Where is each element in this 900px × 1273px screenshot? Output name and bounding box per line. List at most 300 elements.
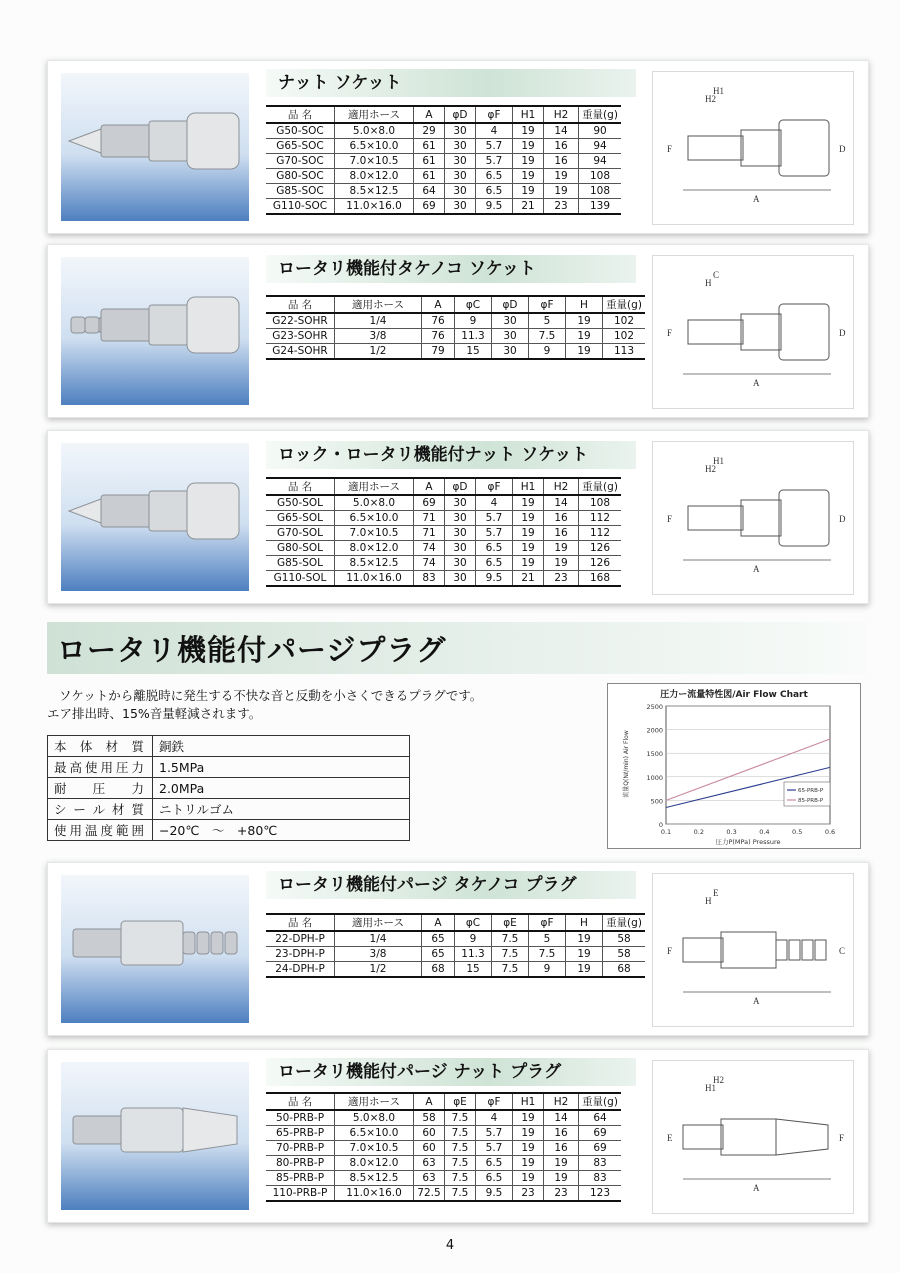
table-cell: 4 bbox=[476, 123, 513, 139]
dimension-label: A bbox=[753, 194, 760, 204]
legend-label: 65-PRB-P bbox=[798, 788, 824, 794]
table-cell: G22-SOHR bbox=[266, 313, 335, 329]
table-cell: 71 bbox=[414, 526, 445, 541]
table-cell: 21 bbox=[513, 199, 544, 215]
table-row bbox=[266, 139, 621, 154]
table-cell: G70-SOC bbox=[266, 154, 335, 169]
table-cell: 9.5 bbox=[476, 1186, 513, 1202]
dimension-label: E bbox=[667, 1133, 673, 1143]
material-key: シール材質 bbox=[48, 799, 153, 820]
description-line-1: ソケットから離脱時に発生する不快な音と反動を小さくできるプラグです。 bbox=[59, 688, 483, 703]
table-cell: 139 bbox=[579, 199, 622, 215]
table-row bbox=[266, 931, 645, 947]
table-row bbox=[266, 184, 621, 199]
table-cell: 65 bbox=[422, 947, 455, 962]
table-row bbox=[266, 1156, 621, 1171]
table-cell: 8.0×12.0 bbox=[335, 541, 414, 556]
table-cell: 30 bbox=[445, 541, 476, 556]
fitting-image bbox=[61, 73, 249, 221]
column-header: H1 bbox=[513, 1093, 544, 1110]
table-cell: 5 bbox=[529, 313, 566, 329]
table-cell: 7.5 bbox=[445, 1126, 476, 1141]
table-cell: 74 bbox=[414, 541, 445, 556]
fitting-image bbox=[61, 443, 249, 591]
table-cell: 5.0×8.0 bbox=[335, 123, 414, 139]
dimension-label: C bbox=[839, 946, 846, 956]
table-cell: G24-SOHR bbox=[266, 344, 335, 360]
dimension-label: H bbox=[705, 278, 712, 288]
table-row bbox=[266, 571, 621, 587]
table-cell: 19 bbox=[566, 344, 603, 360]
material-value: −20℃ ～ +80℃ bbox=[153, 820, 410, 841]
column-header: H2 bbox=[544, 106, 579, 123]
spec-table bbox=[266, 913, 645, 978]
table-row bbox=[266, 1110, 621, 1126]
column-header: 品 名 bbox=[266, 914, 335, 931]
column-header: H1 bbox=[513, 106, 544, 123]
table-cell: 19 bbox=[513, 495, 544, 511]
y-tick-label: 2500 bbox=[646, 703, 663, 711]
table-cell: 108 bbox=[579, 184, 622, 199]
table-cell: 8.5×12.5 bbox=[335, 1171, 414, 1186]
product-photo bbox=[61, 1062, 249, 1210]
dimension-label: A bbox=[753, 378, 760, 388]
table-cell: 168 bbox=[579, 571, 622, 587]
table-cell: 30 bbox=[445, 526, 476, 541]
column-header: 品 名 bbox=[266, 1093, 335, 1110]
table-cell: 60 bbox=[414, 1141, 445, 1156]
dimension-label: H1 bbox=[713, 86, 724, 96]
table-cell: 30 bbox=[445, 123, 476, 139]
table-cell: 19 bbox=[513, 154, 544, 169]
fitting-image bbox=[61, 257, 249, 405]
table-cell: 6.5 bbox=[476, 541, 513, 556]
table-row bbox=[266, 947, 645, 962]
table-cell: G85-SOC bbox=[266, 184, 335, 199]
column-header: φC bbox=[455, 914, 492, 931]
column-header: φF bbox=[529, 914, 566, 931]
table-cell: 30 bbox=[492, 313, 529, 329]
table-cell: 5.7 bbox=[476, 526, 513, 541]
column-header: H1 bbox=[513, 478, 544, 495]
dimension-label: F bbox=[667, 946, 673, 956]
table-cell: 6.5 bbox=[476, 184, 513, 199]
dimension-label: D bbox=[839, 328, 846, 338]
product-title: ロータリ機能付パージ タケノコ プラグ bbox=[266, 871, 636, 899]
table-cell: 30 bbox=[445, 169, 476, 184]
table-cell: G110-SOC bbox=[266, 199, 335, 215]
material-row bbox=[48, 778, 410, 799]
table-row bbox=[266, 1171, 621, 1186]
table-cell: 7.5 bbox=[492, 962, 529, 978]
table-cell: 21 bbox=[513, 571, 544, 587]
table-cell: 9.5 bbox=[476, 571, 513, 587]
table-cell: G65-SOL bbox=[266, 511, 335, 526]
x-tick-label: 0.5 bbox=[792, 828, 803, 836]
table-cell: 30 bbox=[445, 184, 476, 199]
dimension-label: F bbox=[667, 144, 673, 154]
table-cell: 19 bbox=[513, 139, 544, 154]
table-cell: 7.5 bbox=[492, 931, 529, 947]
dimension-drawing bbox=[653, 442, 853, 594]
table-cell: 5.7 bbox=[476, 1141, 513, 1156]
column-header: 重量(g) bbox=[579, 478, 622, 495]
x-tick-label: 0.2 bbox=[693, 828, 704, 836]
table-cell: 30 bbox=[445, 571, 476, 587]
table-cell: 11.0×16.0 bbox=[335, 571, 414, 587]
section-banner bbox=[47, 622, 867, 674]
dimension-label: H bbox=[705, 896, 712, 906]
legend-label: 85-PRB-P bbox=[798, 798, 824, 804]
table-cell: 108 bbox=[579, 495, 622, 511]
table-cell: 16 bbox=[544, 1141, 579, 1156]
dimension-diagram bbox=[652, 441, 854, 595]
table-cell: 64 bbox=[414, 184, 445, 199]
table-cell: 7.0×10.5 bbox=[335, 1141, 414, 1156]
product-card bbox=[47, 1049, 869, 1223]
product-title: ロータリ機能付パージ ナット プラグ bbox=[266, 1058, 636, 1086]
chart-title: 圧力ー流量特性図/Air Flow Chart bbox=[660, 690, 808, 700]
table-cell: G50-SOL bbox=[266, 495, 335, 511]
column-header: φF bbox=[529, 296, 566, 313]
table-cell: 69 bbox=[414, 199, 445, 215]
table-cell: 6.5 bbox=[476, 1171, 513, 1186]
table-cell: 61 bbox=[414, 169, 445, 184]
dimension-label: H2 bbox=[705, 464, 716, 474]
table-row bbox=[266, 511, 621, 526]
table-cell: 61 bbox=[414, 154, 445, 169]
dimension-diagram bbox=[652, 873, 854, 1027]
table-row bbox=[266, 313, 645, 329]
table-cell: 68 bbox=[603, 962, 646, 978]
table-cell: 6.5 bbox=[476, 556, 513, 571]
dimension-label: D bbox=[839, 144, 846, 154]
table-cell: 83 bbox=[414, 571, 445, 587]
table-cell: 7.5 bbox=[445, 1141, 476, 1156]
table-cell: 83 bbox=[579, 1156, 622, 1171]
table-cell: 7.5 bbox=[445, 1171, 476, 1186]
table-cell: 23 bbox=[513, 1186, 544, 1202]
table-cell: 83 bbox=[579, 1171, 622, 1186]
table-cell: 19 bbox=[513, 1141, 544, 1156]
table-cell: 5.0×8.0 bbox=[335, 495, 414, 511]
dimension-label: E bbox=[713, 888, 719, 898]
material-value: ニトリルゴム bbox=[153, 799, 410, 820]
table-cell: 30 bbox=[445, 495, 476, 511]
page-number: 4 bbox=[445, 1238, 455, 1253]
column-header: 適用ホース bbox=[335, 478, 414, 495]
section-heading: ロータリ機能付パージプラグ bbox=[57, 633, 447, 667]
table-cell: 30 bbox=[445, 556, 476, 571]
table-cell: 23 bbox=[544, 199, 579, 215]
table-cell: 8.5×12.5 bbox=[335, 556, 414, 571]
table-cell: 19 bbox=[513, 1156, 544, 1171]
description bbox=[47, 687, 482, 723]
table-cell: 19 bbox=[513, 541, 544, 556]
table-cell: 8.0×12.0 bbox=[335, 169, 414, 184]
table-row bbox=[266, 556, 621, 571]
table-cell: 72.5 bbox=[414, 1186, 445, 1202]
dimension-drawing bbox=[653, 874, 853, 1026]
table-cell: 23 bbox=[544, 571, 579, 587]
table-cell: 7.5 bbox=[445, 1110, 476, 1126]
table-cell: 65-PRB-P bbox=[266, 1126, 335, 1141]
column-header: 重量(g) bbox=[603, 914, 646, 931]
table-cell: 63 bbox=[414, 1156, 445, 1171]
column-header: A bbox=[422, 914, 455, 931]
table-cell: 5.7 bbox=[476, 154, 513, 169]
column-header: φD bbox=[445, 106, 476, 123]
column-header: φF bbox=[476, 106, 513, 123]
table-cell: 71 bbox=[414, 511, 445, 526]
table-cell: G110-SOL bbox=[266, 571, 335, 587]
table-cell: 5 bbox=[529, 931, 566, 947]
table-cell: 63 bbox=[414, 1171, 445, 1186]
column-header: H2 bbox=[544, 478, 579, 495]
y-tick-label: 1000 bbox=[646, 773, 663, 782]
table-cell: 11.0×16.0 bbox=[335, 199, 414, 215]
table-cell: 68 bbox=[422, 962, 455, 978]
table-cell: 30 bbox=[445, 199, 476, 215]
column-header: 品 名 bbox=[266, 106, 335, 123]
spec-table bbox=[266, 295, 645, 360]
table-cell: 19 bbox=[513, 526, 544, 541]
table-cell: 19 bbox=[513, 556, 544, 571]
table-cell: 102 bbox=[603, 313, 646, 329]
table-cell: 65 bbox=[422, 931, 455, 947]
table-cell: 19 bbox=[513, 1110, 544, 1126]
table-cell: 7.0×10.5 bbox=[335, 154, 414, 169]
dimension-label: H1 bbox=[705, 1083, 716, 1093]
table-cell: 4 bbox=[476, 1110, 513, 1126]
dimension-label: A bbox=[753, 1183, 760, 1193]
product-card bbox=[47, 430, 869, 604]
table-cell: 22-DPH-P bbox=[266, 931, 335, 947]
y-tick-label: 500 bbox=[650, 797, 663, 806]
dimension-drawing bbox=[653, 1061, 853, 1213]
table-cell: 7.0×10.5 bbox=[335, 526, 414, 541]
table-cell: G65-SOC bbox=[266, 139, 335, 154]
table-cell: 23 bbox=[544, 1186, 579, 1202]
air-flow-chart-svg bbox=[608, 684, 860, 848]
table-cell: 123 bbox=[579, 1186, 622, 1202]
table-cell: 30 bbox=[492, 344, 529, 360]
column-header: 適用ホース bbox=[335, 1093, 414, 1110]
table-cell: 19 bbox=[544, 556, 579, 571]
table-cell: 19 bbox=[513, 1171, 544, 1186]
product-card bbox=[47, 862, 869, 1036]
table-cell: 74 bbox=[414, 556, 445, 571]
fitting-image bbox=[61, 875, 249, 1023]
column-header: A bbox=[422, 296, 455, 313]
table-cell: 7.5 bbox=[445, 1186, 476, 1202]
column-header: 重量(g) bbox=[579, 106, 622, 123]
table-cell: 24-DPH-P bbox=[266, 962, 335, 978]
x-axis-label: 圧力P(MPa) Pressure bbox=[715, 838, 781, 846]
table-cell: 112 bbox=[579, 511, 622, 526]
dimension-label: F bbox=[667, 328, 673, 338]
dimension-diagram bbox=[652, 71, 854, 225]
column-header: 品 名 bbox=[266, 296, 335, 313]
table-cell: 70-PRB-P bbox=[266, 1141, 335, 1156]
dimension-drawing bbox=[653, 72, 853, 224]
material-key: 最高使用圧力 bbox=[48, 757, 153, 778]
dimension-label: H2 bbox=[705, 94, 716, 104]
product-title: ナット ソケット bbox=[266, 69, 636, 97]
dimension-label: H2 bbox=[713, 1075, 724, 1085]
table-cell: 29 bbox=[414, 123, 445, 139]
material-value: 銅鉄 bbox=[153, 736, 410, 757]
table-cell: 30 bbox=[445, 139, 476, 154]
table-cell: 1/4 bbox=[335, 313, 422, 329]
dimension-diagram bbox=[652, 1060, 854, 1214]
table-cell: 6.5×10.0 bbox=[335, 139, 414, 154]
table-cell: 7.5 bbox=[445, 1156, 476, 1171]
table-cell: 90 bbox=[579, 123, 622, 139]
column-header: H bbox=[566, 296, 603, 313]
table-cell: 94 bbox=[579, 154, 622, 169]
table-cell: 7.5 bbox=[492, 947, 529, 962]
x-tick-label: 0.1 bbox=[660, 828, 672, 836]
table-cell: 113 bbox=[603, 344, 646, 360]
column-header: φC bbox=[455, 296, 492, 313]
dimension-drawing bbox=[653, 256, 853, 408]
column-header: φD bbox=[445, 478, 476, 495]
table-row bbox=[266, 1141, 621, 1156]
spec-table bbox=[266, 477, 621, 587]
material-value: 1.5MPa bbox=[153, 757, 410, 778]
table-cell: 11.3 bbox=[455, 947, 492, 962]
dimension-label: D bbox=[839, 514, 846, 524]
table-cell: 9 bbox=[455, 313, 492, 329]
table-cell: 4 bbox=[476, 495, 513, 511]
table-row bbox=[266, 154, 621, 169]
table-row bbox=[266, 526, 621, 541]
column-header: 重量(g) bbox=[603, 296, 646, 313]
table-header-row bbox=[266, 914, 645, 931]
table-cell: 69 bbox=[579, 1126, 622, 1141]
table-cell: 9 bbox=[529, 962, 566, 978]
table-cell: 102 bbox=[603, 329, 646, 344]
air-flow-chart bbox=[607, 683, 861, 849]
table-cell: 14 bbox=[544, 1110, 579, 1126]
column-header: A bbox=[414, 106, 445, 123]
table-cell: 5.7 bbox=[476, 139, 513, 154]
spec-table bbox=[266, 1092, 621, 1202]
table-cell: 16 bbox=[544, 526, 579, 541]
column-header: 適用ホース bbox=[335, 106, 414, 123]
table-header-row bbox=[266, 106, 621, 123]
column-header: φE bbox=[492, 914, 529, 931]
column-header: 適用ホース bbox=[335, 914, 422, 931]
table-cell: 19 bbox=[544, 169, 579, 184]
table-cell: 30 bbox=[492, 329, 529, 344]
column-header: H bbox=[566, 914, 603, 931]
table-cell: 19 bbox=[513, 184, 544, 199]
table-cell: 126 bbox=[579, 541, 622, 556]
table-row bbox=[266, 1186, 621, 1202]
column-header: φF bbox=[476, 1093, 513, 1110]
table-cell: 6.5 bbox=[476, 1156, 513, 1171]
table-cell: 58 bbox=[603, 931, 646, 947]
table-cell: 19 bbox=[544, 1171, 579, 1186]
table-cell: 19 bbox=[566, 329, 603, 344]
table-cell: 19 bbox=[513, 511, 544, 526]
table-cell: G50-SOC bbox=[266, 123, 335, 139]
dimension-label: C bbox=[713, 270, 720, 280]
table-cell: 16 bbox=[544, 154, 579, 169]
table-cell: 8.0×12.0 bbox=[335, 1156, 414, 1171]
table-row bbox=[266, 329, 645, 344]
product-card bbox=[47, 244, 869, 418]
table-cell: 6.5×10.0 bbox=[335, 1126, 414, 1141]
table-cell: 85-PRB-P bbox=[266, 1171, 335, 1186]
material-row bbox=[48, 799, 410, 820]
table-cell: 110-PRB-P bbox=[266, 1186, 335, 1202]
material-spec-table bbox=[47, 735, 410, 841]
table-cell: 5.0×8.0 bbox=[335, 1110, 414, 1126]
table-cell: 19 bbox=[566, 962, 603, 978]
table-row bbox=[266, 123, 621, 139]
table-cell: 15 bbox=[455, 344, 492, 360]
table-cell: 19 bbox=[544, 541, 579, 556]
table-cell: 3/8 bbox=[335, 329, 422, 344]
table-header-row bbox=[266, 478, 621, 495]
y-tick-label: 0 bbox=[658, 821, 663, 829]
table-cell: 19 bbox=[513, 1126, 544, 1141]
table-row bbox=[266, 962, 645, 978]
table-row bbox=[266, 541, 621, 556]
description-line-2: エア排出時、15%音量軽減されます。 bbox=[47, 706, 262, 721]
table-cell: 16 bbox=[544, 139, 579, 154]
table-cell: 3/8 bbox=[335, 947, 422, 962]
product-card bbox=[47, 60, 869, 234]
table-cell: 7.5 bbox=[529, 947, 566, 962]
y-tick-label: 1500 bbox=[646, 750, 663, 759]
table-cell: 19 bbox=[566, 947, 603, 962]
table-cell: 30 bbox=[445, 511, 476, 526]
dimension-label: H1 bbox=[713, 456, 724, 466]
table-cell: 11.0×16.0 bbox=[335, 1186, 414, 1202]
table-cell: 19 bbox=[513, 123, 544, 139]
column-header: 品 名 bbox=[266, 478, 335, 495]
table-cell: 9.5 bbox=[476, 199, 513, 215]
dimension-label: A bbox=[753, 996, 760, 1006]
dimension-diagram bbox=[652, 255, 854, 409]
table-cell: 64 bbox=[579, 1110, 622, 1126]
product-title: ロック・ロータリ機能付ナット ソケット bbox=[266, 441, 636, 469]
column-header: A bbox=[414, 1093, 445, 1110]
table-cell: 5.7 bbox=[476, 511, 513, 526]
table-cell: 6.5×10.0 bbox=[335, 511, 414, 526]
table-cell: G70-SOL bbox=[266, 526, 335, 541]
table-cell: G80-SOL bbox=[266, 541, 335, 556]
material-key: 本体材質 bbox=[48, 736, 153, 757]
column-header: 適用ホース bbox=[335, 296, 422, 313]
table-cell: 19 bbox=[566, 931, 603, 947]
table-cell: 6.5 bbox=[476, 169, 513, 184]
dimension-label: F bbox=[839, 1133, 845, 1143]
table-cell: 108 bbox=[579, 169, 622, 184]
table-cell: 94 bbox=[579, 139, 622, 154]
table-cell: G85-SOL bbox=[266, 556, 335, 571]
table-cell: 19 bbox=[566, 313, 603, 329]
product-photo bbox=[61, 875, 249, 1023]
x-tick-label: 0.4 bbox=[759, 828, 770, 836]
table-header-row bbox=[266, 1093, 621, 1110]
table-cell: 80-PRB-P bbox=[266, 1156, 335, 1171]
column-header: A bbox=[414, 478, 445, 495]
